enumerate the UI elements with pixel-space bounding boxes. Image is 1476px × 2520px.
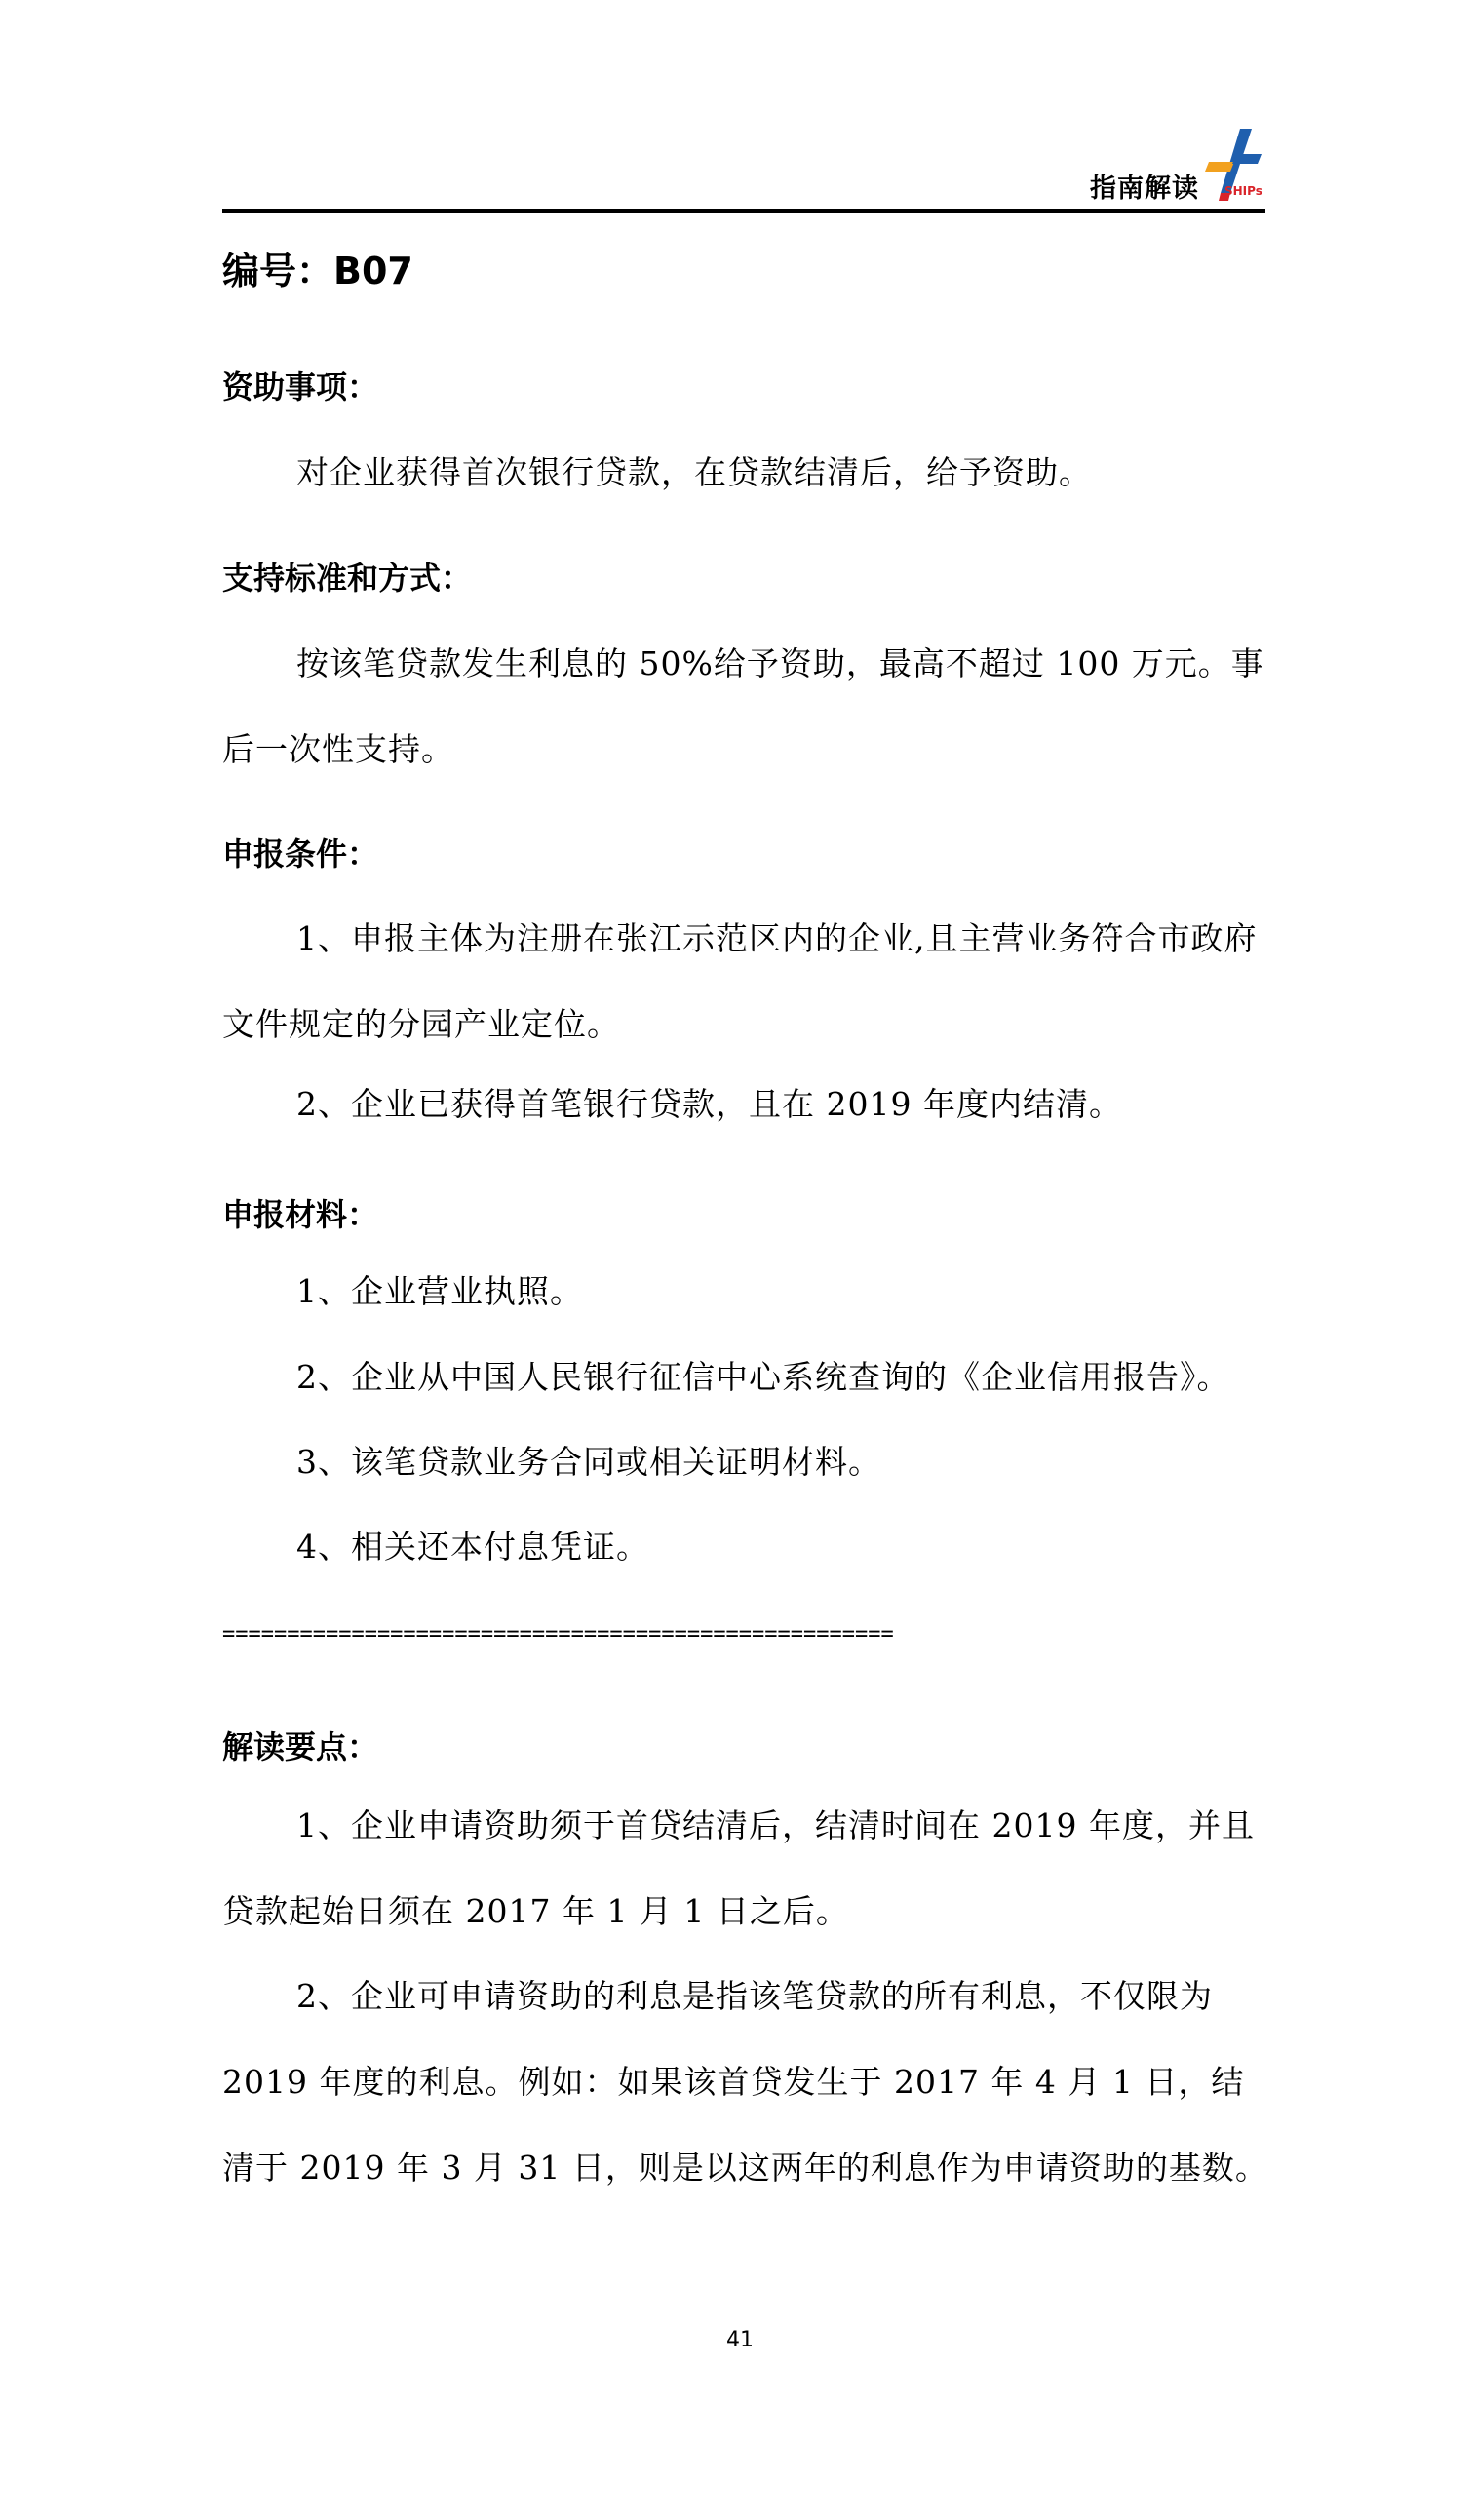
funding-item-body: 对企业获得首次银行贷款，在贷款结清后，给予资助。	[296, 453, 1092, 491]
interpretation-item: 2、企业可申请资助的利息是指该笔贷款的所有利息，不仅限为 2019 年度的利息。例如：如果该首贷发生于 2017 年 4 月 1 日，结清于 2019 年 3 月 31 日，则是以这两年的利息作为申请资助的基数。	[222, 1977, 1268, 2187]
logo-text: SHIPs	[1224, 184, 1262, 198]
page-number: 41	[726, 2328, 754, 2352]
section-title-standard: 支持标准和方式：	[222, 560, 473, 597]
section-title-conditions: 申报条件：	[222, 835, 379, 872]
section-title-funding-item: 资助事项：	[222, 368, 379, 406]
material-item: 3、该笔贷款业务合同或相关证明材料。	[296, 1443, 881, 1481]
header-divider	[222, 209, 1265, 213]
material-item: 2、企业从中国人民银行征信中心系统查询的《企业信用报告》。	[296, 1358, 1230, 1396]
header-title: 指南解读	[1090, 174, 1199, 204]
condition-item: 2、企业已获得首笔银行贷款，且在 2019 年度内结清。	[296, 1085, 1122, 1123]
interpretation-item: 1、企业申请资助须于首贷结清后，结清时间在 2019 年度，并且贷款起始日须在 2017 年 1 月 1 日之后。	[222, 1806, 1255, 1930]
separator-line: ====================================================	[222, 1622, 894, 1647]
section-title-materials: 申报材料：	[222, 1196, 379, 1233]
section-title-interpretation: 解读要点：	[222, 1728, 379, 1765]
material-item: 1、企业营业执照。	[296, 1272, 583, 1310]
standard-body: 按该笔贷款发生利息的 50%给予资助，最高不超过 100 万元。事后一次性支持。	[222, 644, 1264, 768]
document-code: 编号：B07	[222, 250, 413, 292]
condition-item: 1、申报主体为注册在张江示范区内的企业,且主营业务符合市政府文件规定的分园产业定位。	[222, 919, 1258, 1043]
material-item: 4、相关还本付息凭证。	[296, 1528, 649, 1566]
